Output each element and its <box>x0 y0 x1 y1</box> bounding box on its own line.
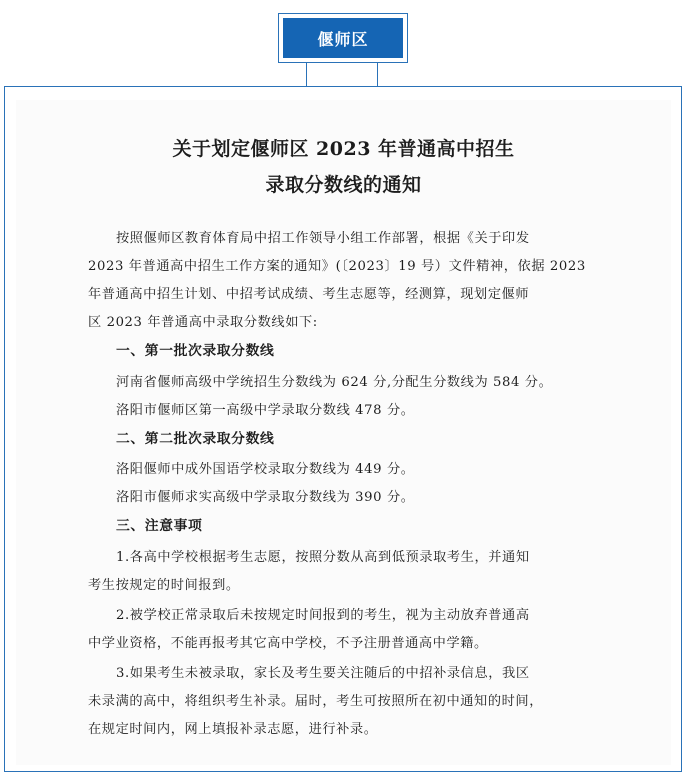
section3-line-2: 考生按规定的时间报到。 <box>88 578 240 593</box>
district-badge-label: 偃师区 <box>283 18 403 58</box>
section2-line-1: 洛阳偃师中成外国语学校录取分数线为 449 分。 <box>116 462 415 477</box>
section2-heading: 二、第二批次录取分数线 <box>116 431 275 447</box>
document-title-line-1: 关于划定偃师区 2023 年普通高中招生 <box>172 138 515 160</box>
section3-line-3: 2.被学校正常录取后未按规定时间报到的考生，视为主动放弃普通高 <box>116 608 530 623</box>
intro-line-2: 2023 年普通高中招生工作方案的通知》(〔2023〕19 号）文件精神，依据 2023 <box>88 259 586 274</box>
section3-line-6: 未录满的高中，将组织考生补录。届时，考生可按照所在初中通知的时间， <box>88 694 543 709</box>
section1-line-1: 河南省偃师高级中学统招生分数线为 624 分,分配生分数线为 584 分。 <box>116 375 553 390</box>
district-badge <box>278 13 408 63</box>
section1-heading: 一、第一批次录取分数线 <box>116 343 275 359</box>
badge-connector-right <box>377 63 378 86</box>
section3-line-4: 中学业资格，不能再报考其它高中学校，不予注册普通高中学籍。 <box>88 636 488 651</box>
badge-connector-left <box>306 63 307 86</box>
section3-line-7: 在规定时间内，网上填报补录志愿，进行补录。 <box>88 722 378 737</box>
section3-heading: 三、注意事项 <box>116 518 203 534</box>
section2-line-2: 洛阳市偃师求实高级中学录取分数线为 390 分。 <box>116 490 415 505</box>
document-title-line-2: 录取分数线的通知 <box>265 174 422 196</box>
intro-line-4: 区 2023 年普通高中录取分数线如下: <box>88 315 318 330</box>
notice-document <box>16 100 671 765</box>
section3-line-5: 3.如果考生未被录取，家长及考生要关注随后的中招补录信息，我区 <box>116 666 530 681</box>
intro-line-3: 年普通高中招生计划、中招考试成绩、考生志愿等，经测算，现划定偃师 <box>88 287 530 302</box>
intro-line-1: 按照偃师区教育体育局中招工作领导小组工作部署，根据《关于印发 <box>116 231 530 246</box>
section1-line-2: 洛阳市偃师区第一高级中学录取分数线 478 分。 <box>116 403 415 418</box>
section3-line-1: 1.各高中学校根据考生志愿，按照分数从高到低预录取考生，并通知 <box>116 550 530 565</box>
